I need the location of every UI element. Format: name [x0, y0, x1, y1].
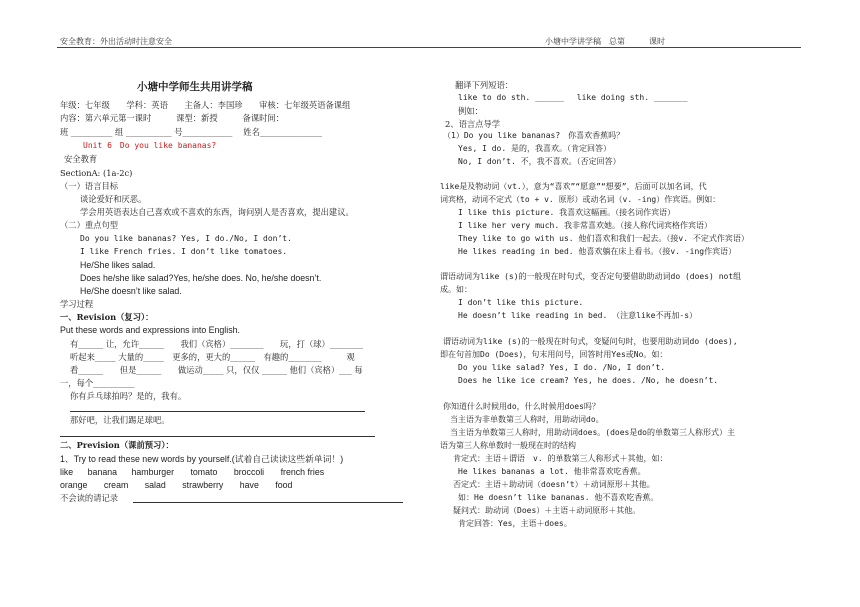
revision-instruction: Put these words and expressions into English.: [60, 325, 240, 335]
question-form: 疑问式：助动词（Does）＋主语＋动词原形＋其他。: [453, 506, 641, 515]
question-example-1: Do you like salad? Yes, I do. /No, I don’t.: [458, 363, 666, 372]
negative-example-2: He doesn’t like reading in bed. （注意like不再加-s）: [458, 311, 698, 320]
like-explain-1: like是及物动词（vt.），意为“喜欢”“愿意”“想要”，后面可以加名词，代: [440, 182, 707, 191]
example-sentence-5: He/She doesn’t like salad.: [80, 286, 182, 296]
prevision-item-1: 1、Try to read these new words by yourself.(试着自己读读这些新单词！): [60, 454, 344, 464]
negative-form-example: 如：He doesn’t like bananas. 他不喜欢吃香蕉。: [458, 493, 659, 502]
word: salad: [144, 480, 166, 490]
word-list-row-2: [60, 479, 292, 491]
process-label: 学习过程: [60, 299, 94, 309]
example-sentence-3: He/She likes salad.: [80, 260, 156, 270]
word: hamburger: [131, 467, 175, 477]
answer-blank-2[interactable]: [60, 436, 375, 437]
like-example-3: They like to go with us. 他们喜欢和我们一起去。（接v. 不定式作宾语）: [458, 234, 749, 243]
translate-heading: 翻译下列短语：: [455, 80, 514, 90]
negative-example-1: I don’t like this picture.: [458, 298, 584, 307]
negative-explain-2: 成。如：: [440, 285, 472, 294]
word: french fries: [280, 467, 325, 477]
affirmative-answer: 肯定回答：Yes，主语＋does。: [458, 519, 572, 528]
revision-line-2: 听起来_____ 大量的_____ 更多的，更大的______ 有趣的________ 观: [70, 352, 355, 362]
affirmative-example: He likes bananas a lot. 他非常喜欢吃香蕉。: [458, 467, 646, 476]
meta-line-1: 年级：七年级 学科：英语 主备人：李国珍 审核：七年级英语备课组: [60, 100, 351, 110]
meta-line-2: 内容：第六单元第一课时 课型：新授 备课时间：: [60, 113, 285, 123]
unit-title: Unit 6 Do you like bananas?: [83, 141, 217, 150]
word: like: [60, 467, 74, 477]
when-question: 你知道什么时候用do，什么时候用does吗？: [443, 402, 600, 411]
revision-heading: 一、Revision（复习）：: [60, 312, 154, 322]
like-example-4: He likes reading in bed. 他喜欢躺在床上看书。（接v. -ing作宾语）: [458, 247, 737, 256]
translate-phrases: like to do sth. ______ like doing sth. _______: [458, 93, 688, 102]
no-read-blank[interactable]: [133, 502, 403, 503]
revision-line-5: 你有乒乓球拍吗？是的，我有。: [70, 391, 187, 401]
question-example-2: Does he like ice cream? Yes, he does. /No, he doesn’t.: [458, 376, 719, 385]
word: banana: [87, 467, 118, 477]
example-sentence-2: I like French fries. I don’t like tomatoes.: [80, 247, 288, 256]
like-explain-2: 词宾格，动词不定式（to + v. 原形）或动名词（v. -ing）作宾语。例如：: [440, 195, 721, 204]
revision-line-3: 看______ 但是______ 做运动_____ 只，仅仅 ______ 他们（宾格）___ 每: [70, 365, 363, 375]
like-example-1: I like this picture. 我喜欢这幅画。（接名词作宾语）: [458, 208, 676, 217]
header-rule: [57, 47, 801, 48]
affirmative-form: 肯定式：主语＋谓语 v. 的单数第三人称形式＋其他，如：: [453, 454, 668, 463]
point-1-no: No, I don’t. 不，我不喜欢。（否定回答）: [458, 157, 621, 166]
negative-form: 否定式：主语＋助动词（doesn’t）＋动词原形＋其他。: [453, 480, 655, 489]
word: tomato: [190, 467, 218, 477]
when-rule-2: 当主语为单数第三人称时，用助动词does。(does是do的单数第三人称形式）主: [450, 428, 735, 437]
header-right-text: 小塘中学讲学稿 总第 课时: [545, 37, 665, 46]
point-1-question: （1）Do you like bananas? 你喜欢香蕉吗？: [443, 131, 625, 140]
example-sentence-1: Do you like bananas? Yes, I do./No, I don’t.: [80, 234, 292, 243]
goal-item-1: 谈论爱好和厌恶。: [80, 194, 147, 204]
point-1-yes: Yes, I do. 是的，我喜欢。（肯定回答）: [458, 144, 611, 153]
header-left-text: 安全教育：外出活动时注意安全: [60, 37, 172, 46]
no-read-label: 不会读的请记录: [60, 493, 119, 503]
word: cream: [103, 480, 129, 490]
when-rule-3: 语为第三人称单数时一般现在时的结构: [440, 441, 576, 450]
goal-item-2: 学会用英语表达自己喜欢或不喜欢的东西，询问别人是否喜欢，提出建议。: [80, 207, 354, 217]
safety-label: 安全教育: [64, 154, 98, 164]
when-rule-1: 当主语为非单数第三人称时，用助动词do。: [450, 415, 604, 424]
section-label: SectionA: (1a-2c): [60, 168, 133, 178]
answer-blank-1[interactable]: [70, 411, 365, 412]
prevision-heading: 二、Prevision（课前预习）：: [60, 440, 174, 450]
meta-line-3: 班 __________ 组 ___________ 号____________ 姓名_______________: [60, 127, 323, 137]
question-explain-1: 谓语动词为like (s)的一般现在时句式，变疑问句时，也要用助动词do (does),: [443, 337, 738, 346]
like-example-2: I like her very much. 我非常喜欢她。（接人称代词宾格作宾语）: [458, 221, 712, 230]
example-sentence-4: Does he/she like salad?Yes, he/she does. No, he/she doesn’t.: [80, 273, 322, 283]
focus-heading: （二）重点句型: [60, 220, 119, 230]
negative-explain-1: 谓语动词为like (s)的一般现在时句式，变否定句要借助助动词do (does) not组: [440, 272, 742, 281]
translate-example: 例如：: [458, 106, 483, 116]
revision-line-4: 一，每个__________: [60, 378, 135, 388]
page-title: 小塘中学师生共用讲学稿: [137, 81, 253, 93]
point-heading: 2、语言点导学: [445, 119, 501, 129]
word: food: [275, 480, 293, 490]
revision-line-1: 有______ 让，允许______ 我们（宾格）________ 玩，打（球）________: [70, 339, 364, 349]
goal-heading: （一）语言目标: [60, 181, 119, 191]
word-list-row-1: [60, 466, 324, 478]
word: broccoli: [233, 467, 265, 477]
question-explain-2: 即在句首加Do (Does)，句末用问号，回答时用Yes或No。如：: [440, 350, 668, 359]
word: have: [239, 480, 259, 490]
word: orange: [60, 480, 88, 490]
revision-line-6: 那好吧，让我们踢足球吧。: [70, 415, 170, 425]
word: strawberry: [182, 480, 224, 490]
